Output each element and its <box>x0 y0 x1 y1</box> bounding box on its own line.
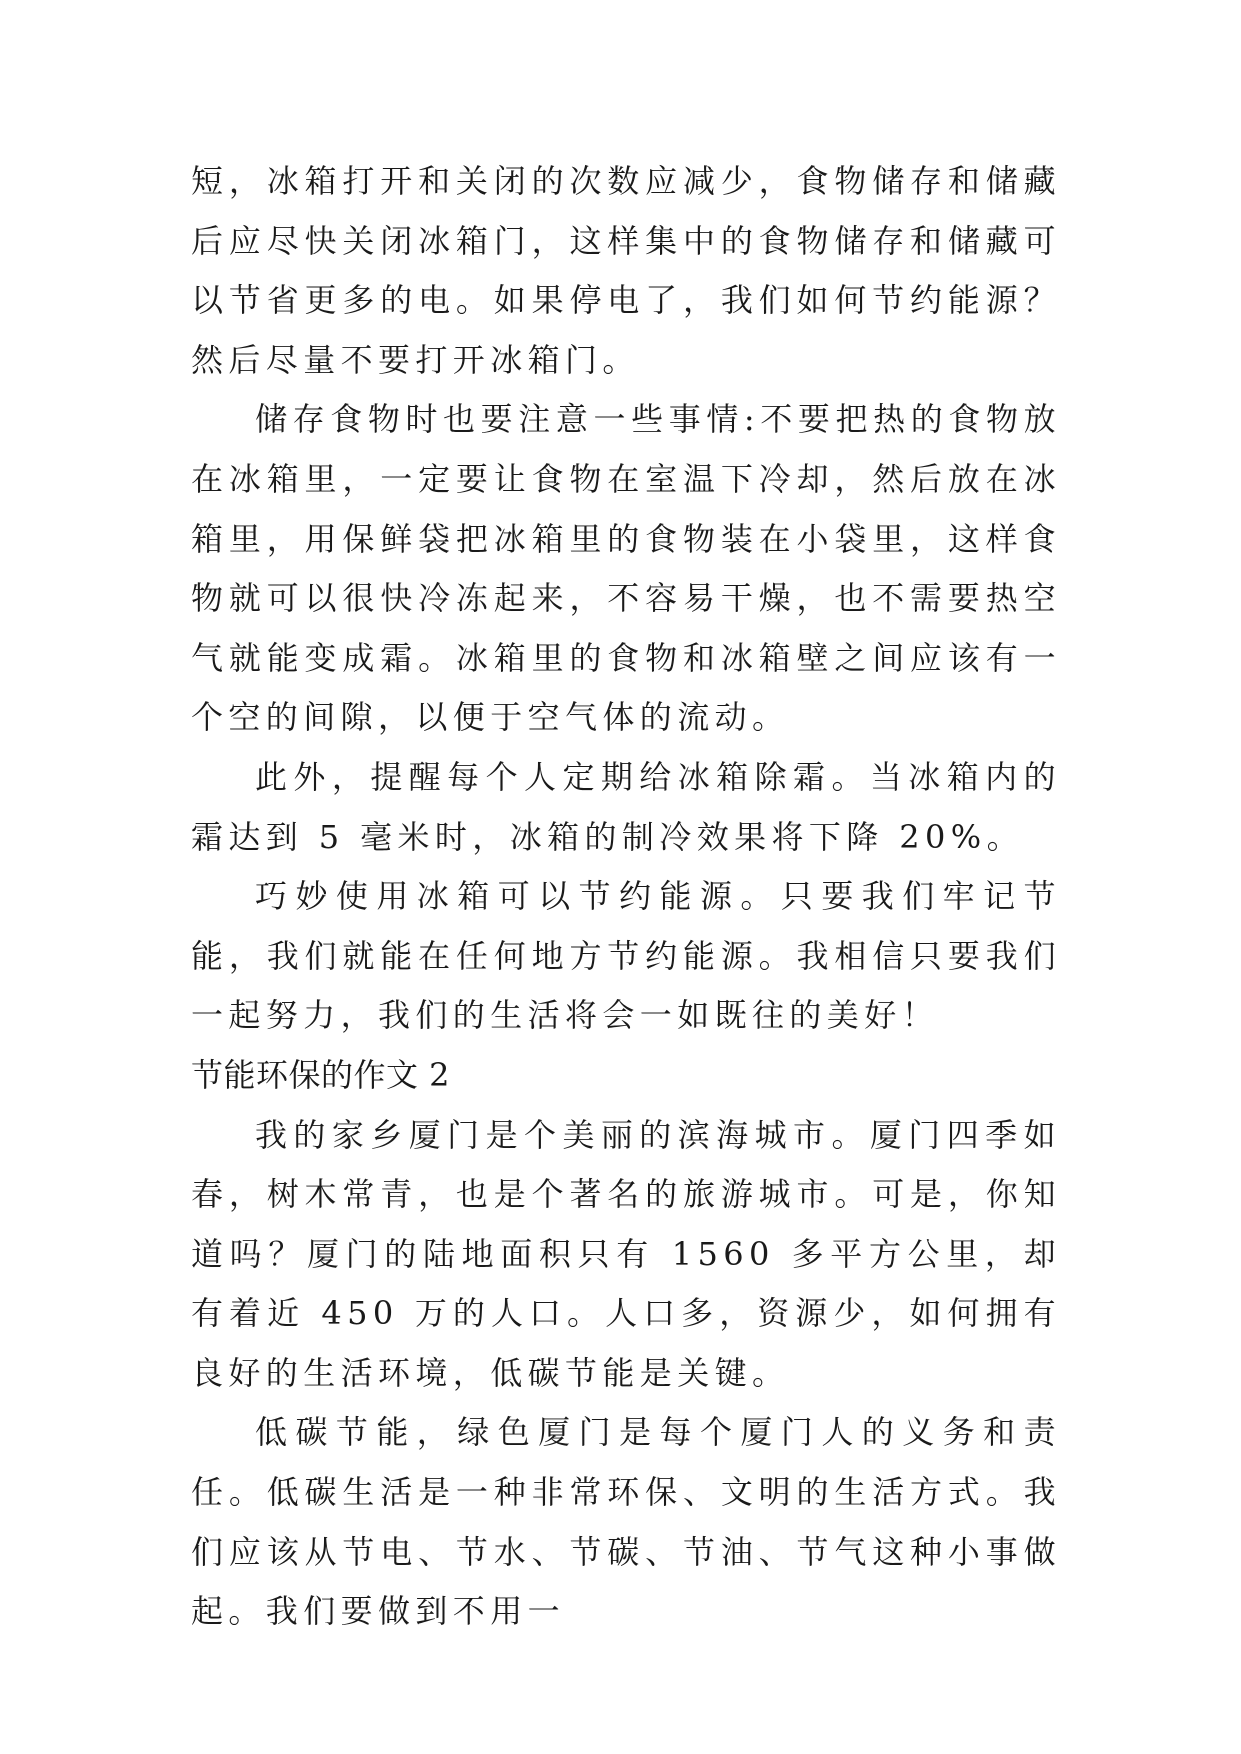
paragraph-food-storage: 储存食物时也要注意一些事情:不要把热的食物放在冰箱里，一定要让食物在室温下冷却，然后放在冰箱里，用保鲜袋把冰箱里的食物装在小袋里，这样食物就可以很快冷冻起来，不容易干燥，也不需要热空气就能变成霜。冰箱里的食物和冰箱壁之间应该有一个空的间隙，以便于空气体的流动。 <box>191 400 1061 737</box>
paragraph-conclusion: 巧妙使用冰箱可以节约能源。只要我们牢记节能，我们就能在任何地方节约能源。我相信只要我们一起努力，我们的生活将会一如既往的美好！ <box>191 877 1061 1035</box>
section-title: 节能环保的作文 2 <box>191 1055 451 1094</box>
paragraph-defrost: 此外，提醒每个人定期给冰箱除霜。当冰箱内的霜达到 5 毫米时，冰箱的制冷效果将下降 20%。 <box>191 757 1061 856</box>
paragraph-xiamen-intro: 我的家乡厦门是个美丽的滨海城市。厦门四季如春，树木常青，也是个著名的旅游城市。可是，你知道吗？厦门的陆地面积只有 1560 多平方公里，却有着近 450 万的人口。人口多，资源少，如何拥有良好的生活环境，低碳节能是关键。 <box>191 1115 1061 1392</box>
document-body <box>191 152 1061 1642</box>
paragraph-fridge-usage-continued: 短，冰箱打开和关闭的次数应减少，食物储存和储藏后应尽快关闭冰箱门，这样集中的食物储存和储藏可以节省更多的电。如果停电了，我们如何节约能源？然后尽量不要打开冰箱门。 <box>191 162 1061 379</box>
paragraph-low-carbon: 低碳节能，绿色厦门是每个厦门人的义务和责任。低碳生活是一种非常环保、文明的生活方式。我们应该从节电、节水、节碳、节油、节气这种小事做起。我们要做到不用一 <box>191 1413 1061 1631</box>
